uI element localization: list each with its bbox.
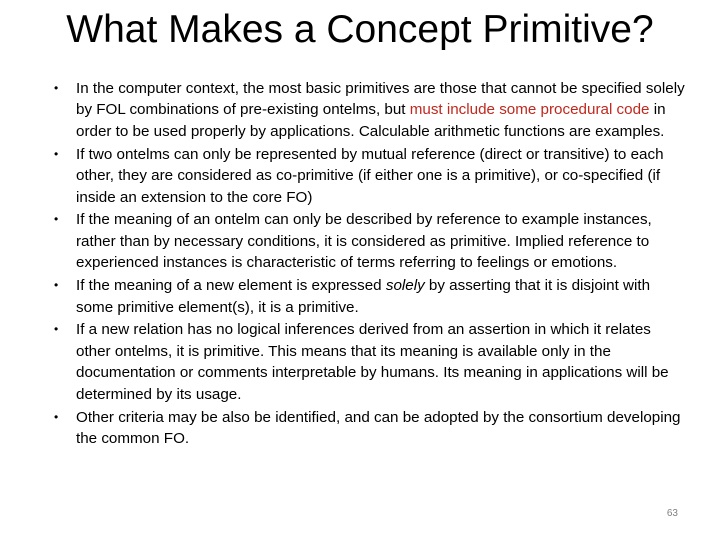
- bullet-list: [48, 78, 688, 451]
- bullet-text: If the meaning of an ontelm can only be described by reference to example instances, rather than by necessary conditions, it is considered as primitive. Implied reference to experienced instances is characteristic of terms referring to feelings or emotions.: [76, 211, 652, 272]
- bullet-icon: •: [54, 409, 59, 424]
- bullet-text: If a new relation has no logical inferences derived from an assertion in which it relates other ontelms, it is primitive. This means that its meaning is available only in the documentation or comments interpretable by humans. Its meaning in applications will be determined by its usage.: [76, 321, 669, 403]
- bullet-text: Other criteria may be also be identified, and can be adopted by the consortium developing the common FO.: [76, 408, 681, 447]
- bullet-icon: •: [54, 146, 59, 161]
- bullet-icon: •: [54, 278, 59, 293]
- page-number: 63: [666, 508, 678, 519]
- bullet-icon: •: [54, 81, 59, 95]
- bullet-item: [48, 275, 688, 318]
- bullet-icon: •: [54, 212, 59, 227]
- bullet-item: [48, 209, 688, 273]
- bullet-text: by asserting that it is disjoint with some primitive element(s), it is a primitive.: [76, 277, 651, 316]
- bullet-item: [48, 319, 688, 405]
- bullet-item: [48, 407, 688, 450]
- bullet-text: In the computer context, the most basic primitives are those that cannot be specified solely by FOL combinations of pre-existing ontelms, but: [76, 80, 685, 119]
- emphasized-text: solely: [385, 277, 425, 295]
- bullet-item: [48, 144, 688, 208]
- highlighted-text: must include some procedural code: [409, 101, 650, 119]
- slide-title: What Makes a Concept Primitive?: [66, 8, 654, 51]
- bullet-text: If two ontelms can only be represented by mutual reference (direct or transitive) to each other, they are considered as co-primitive (if either one is a primitive), or co-specified (if inside an extension to the core FO): [76, 145, 664, 206]
- bullet-text: If the meaning of a new element is expressed: [76, 277, 386, 295]
- bullet-icon: •: [54, 322, 59, 337]
- bullet-item: [48, 78, 688, 142]
- bullet-text: in order to be used properly by applications. Calculable arithmetic functions are examples.: [76, 101, 666, 140]
